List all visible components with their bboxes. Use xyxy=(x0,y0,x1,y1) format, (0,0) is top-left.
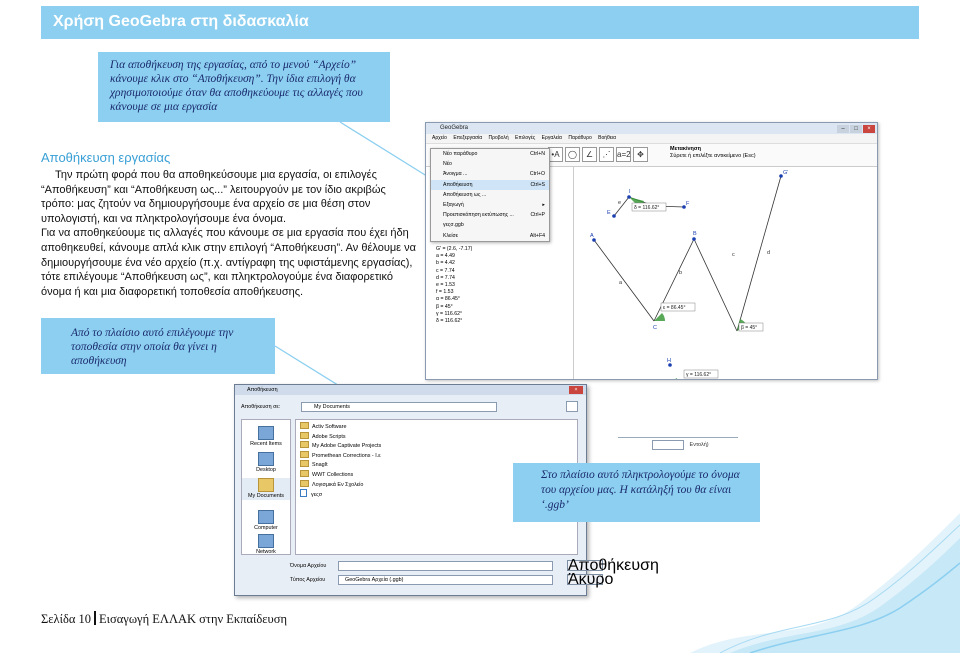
algebra-item[interactable]: e = 1.53 xyxy=(436,282,455,289)
decorative-wave xyxy=(690,503,960,653)
move-view-tool-icon[interactable]: ✥ xyxy=(633,147,648,162)
preview-checkbox[interactable] xyxy=(566,401,578,412)
slider-tool-icon[interactable]: a=2 xyxy=(616,147,631,162)
folder-icon xyxy=(300,422,309,429)
menu-item-close[interactable]: Κλείσε Alt+F4 xyxy=(443,232,545,239)
save-in-value: My Documents xyxy=(314,404,350,410)
menu-options[interactable]: Επιλογές xyxy=(515,135,536,141)
folder-icon xyxy=(300,432,309,439)
menu-item-new-window[interactable]: Νέο παράθυρο Ctrl+N xyxy=(443,151,545,157)
folder-icon xyxy=(300,470,309,477)
folder-icon xyxy=(300,480,309,487)
segment-label: a xyxy=(619,280,623,286)
desktop-icon xyxy=(258,452,274,466)
point-label: A xyxy=(590,233,594,239)
paragraph-save-changes: Για να αποθηκεύουμε τις αλλαγές που κάνουμε σε μια εργασία που έχει ήδη αποθηκευθεί, κάνουμε απλά κλικ στην επιλογή “Αποθήκευση”. Αν θέλουμε να δημιουργήσουμε ένα νέο αρχείο (π.χ. αντίγραφη της υφιστάμενης εργασίας), τότε επιλέγουμε “Αποθήκευση ως”, και πληκτρολογούμε ένα διαφορετικό όνομα ή και μια διαφορετική τοποθεσία αποθήκευσης. xyxy=(41,227,416,298)
list-item[interactable]: SnagIt xyxy=(296,460,577,470)
section-body xyxy=(41,168,421,299)
callout-filename-text: Στο πλαίσιο αυτό πληκτρολογούμε το όνομα του αρχείου μας. Η κατάληξή του θα είναι ‘.ggb’ xyxy=(541,469,740,511)
place-my-documents[interactable]: My Documents xyxy=(242,478,290,500)
header-title: Χρήση GeoGebra στη διδασκαλία xyxy=(53,13,309,30)
list-item[interactable]: My Adobe Captivate Projects xyxy=(296,441,577,451)
close-icon[interactable]: × xyxy=(863,125,875,133)
menu-help[interactable]: Βοήθεια xyxy=(598,135,617,141)
geogebra-titlebar xyxy=(426,123,877,134)
algebra-item[interactable]: a = 4.49 xyxy=(436,253,455,260)
footer-separator xyxy=(94,611,96,625)
preview-label: Εντολή) xyxy=(689,442,709,448)
point-tool-icon[interactable]: •A xyxy=(548,147,563,162)
footer-title: Εισαγωγή ΕΛΛΑΚ στην Εκπαίδευση xyxy=(99,612,288,626)
algebra-item[interactable]: α = 86.45° xyxy=(436,296,460,303)
list-item[interactable]: γεςσ xyxy=(296,489,577,499)
maximize-icon[interactable]: □ xyxy=(850,125,862,133)
folder-icon xyxy=(300,460,309,467)
list-item[interactable]: Adobe Scripts xyxy=(296,432,577,442)
callout-save-menu-text: Για αποθήκευση της εργασίας, από το μενού “Αρχείο” κάνουμε κλικ στο “Αποθήκευση”. Την ίδια επιλογή θα χρησιμοποιούμε όταν θα αποθηκεύουμε τις αλλαγές που κάνουμε σε μια εργασία xyxy=(110,59,363,113)
save-in-label: Αποθήκευση σε: xyxy=(241,404,281,410)
tool-help xyxy=(670,146,756,160)
file-menu xyxy=(430,148,550,242)
angle-label-epsilon: ε = 86.45° xyxy=(663,305,686,311)
segment-label: b xyxy=(679,270,683,276)
folder-icon xyxy=(300,441,309,448)
list-item[interactable]: Λογισμικά Εν Σχολείο xyxy=(296,480,577,490)
menu-file[interactable]: Αρχείο xyxy=(432,135,447,141)
angle-label-gamma: γ = 116.62° xyxy=(686,372,712,378)
circle-tool-icon[interactable]: ◯ xyxy=(565,147,580,162)
save-in-row xyxy=(241,402,580,413)
callout-save-menu xyxy=(98,52,390,122)
filename-label: Όνομα Αρχείου xyxy=(290,563,327,569)
algebra-item[interactable]: f = 1.53 xyxy=(436,289,454,296)
place-desktop[interactable]: Desktop xyxy=(242,452,290,474)
algebra-item[interactable]: γ = 116.62° xyxy=(436,310,463,317)
angle-label-beta: β = 45° xyxy=(741,325,758,331)
segment-label: d xyxy=(767,250,771,256)
callout-location xyxy=(41,318,275,374)
graphics-view[interactable] xyxy=(574,166,877,379)
menu-item-new[interactable]: Νέο xyxy=(443,161,452,168)
window-controls xyxy=(836,124,875,135)
segment-label: c xyxy=(732,252,735,258)
section-heading: Αποθήκευση εργασίας xyxy=(41,150,171,165)
menu-view[interactable]: Προβολή xyxy=(488,135,509,141)
menu-item-recent-file[interactable]: γεςσ.ggb xyxy=(443,222,464,229)
geometry-construction xyxy=(574,166,877,379)
place-recent-items[interactable]: Recent Items xyxy=(242,426,290,448)
angle-tool-icon[interactable]: ∠ xyxy=(582,147,597,162)
preview-select[interactable] xyxy=(652,440,684,450)
menu-item-save[interactable]: Αποθήκευση Ctrl+S xyxy=(431,180,549,190)
list-item[interactable]: Activ Software xyxy=(296,422,577,432)
angle-label-delta: δ = 116.62° xyxy=(634,205,660,211)
filename-input[interactable] xyxy=(338,561,553,571)
tool-help-text: Σύρετε ή επιλέξτε αντικείμενο (Esc) xyxy=(670,153,756,159)
geogebra-window xyxy=(425,122,878,380)
point-label: C xyxy=(653,325,657,331)
chevron-right-icon: ▸ xyxy=(542,202,545,209)
footer-page-number: Σελίδα 10 xyxy=(41,612,92,626)
places-sidebar xyxy=(241,419,291,555)
page-footer xyxy=(41,611,287,627)
algebra-item[interactable]: β = 45° xyxy=(436,303,453,310)
network-icon xyxy=(258,534,274,548)
algebra-item[interactable]: d = 7.74 xyxy=(436,274,455,281)
cancel-button[interactable]: Άκυρο xyxy=(568,571,614,588)
place-computer[interactable]: Computer xyxy=(242,510,290,532)
save-dialog-title: Αποθήκευση xyxy=(247,387,278,393)
computer-icon xyxy=(258,510,274,524)
point-label: G' xyxy=(783,170,789,176)
segment-label: e xyxy=(618,200,622,206)
ggb-file-icon xyxy=(300,489,307,497)
preview-options-row xyxy=(618,437,738,452)
tool-name: Μετακίνηση xyxy=(670,146,702,152)
save-dialog-titlebar xyxy=(235,385,586,395)
point-label: B xyxy=(693,231,697,237)
menu-item-open[interactable]: Άνοιγμα ... Ctrl+O xyxy=(443,171,545,178)
point-label: H xyxy=(667,358,671,364)
algebra-item[interactable]: δ = 116.62° xyxy=(436,318,463,325)
paragraph-first-save: Την πρώτη φορά που θα αποθηκεύσουμε μια εργασία, οι επιλογές “Αποθήκευση” και “Αποθήκευση ως...” λειτουργούν με τον ίδιο ακριβώς τρόπο: μας ζητούν να δημιουργήσουμε ένα αρχείο σε μια θέση στον υπολογιστή, και να πληκτρολογήσουμε ένα όνομα. xyxy=(41,169,386,225)
menu-item-print-preview[interactable]: Προεπισκόπηση εκτύπωσης ... Ctrl+P xyxy=(443,212,545,219)
callout-location-text: Από το πλαίσιο αυτό επιλέγουμε την τοποθεσία στην οποία θα γίνει η αποθήκευση xyxy=(71,327,234,367)
minimize-icon[interactable]: – xyxy=(837,125,849,133)
menu-item-save-as[interactable]: Αποθήκευση ως ... xyxy=(443,191,487,198)
menu-window[interactable]: Παράθυρο xyxy=(568,135,592,141)
place-network[interactable]: Network xyxy=(242,534,290,556)
point-label: E xyxy=(607,210,611,216)
menu-item-export[interactable]: Εξαγωγή ▸ xyxy=(431,200,549,210)
close-icon[interactable]: × xyxy=(569,386,583,394)
geogebra-window-title: GeoGebra xyxy=(440,125,469,131)
algebra-item[interactable]: G' = (2.6, -7.17) xyxy=(436,246,473,252)
filetype-label: Τύπος Αρχείου xyxy=(290,577,326,583)
folder-icon xyxy=(258,478,274,492)
recent-items-icon xyxy=(258,426,274,440)
algebra-item[interactable]: c = 7.74 xyxy=(436,267,455,274)
menu-edit[interactable]: Επεξεργασία xyxy=(453,135,483,141)
filetype-select[interactable]: GeoGebra Αρχεία (.ggb) xyxy=(338,575,553,585)
list-item[interactable]: WWT Collections xyxy=(296,470,577,480)
point-label: F xyxy=(686,201,690,207)
menu-tools[interactable]: Εργαλεία xyxy=(541,135,562,141)
geogebra-menubar xyxy=(426,134,877,144)
folder-icon xyxy=(300,451,309,458)
reflect-tool-icon[interactable]: ⋰ xyxy=(599,147,614,162)
save-button[interactable]: Αποθήκευση xyxy=(568,557,659,574)
save-in-combo[interactable] xyxy=(301,402,497,412)
algebra-item[interactable]: b = 4.42 xyxy=(436,260,455,267)
point-label: I xyxy=(629,189,631,195)
list-item[interactable]: Promethean Corrections - Ι.ε xyxy=(296,451,577,461)
